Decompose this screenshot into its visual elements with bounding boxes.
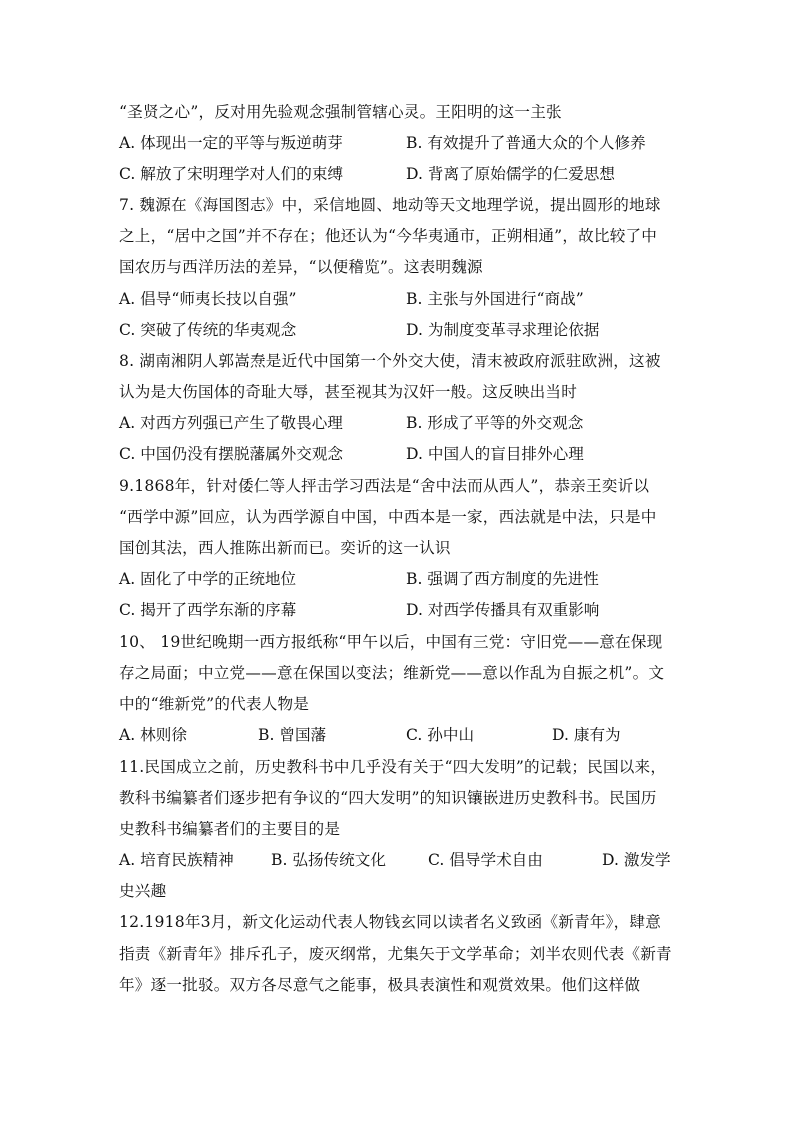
q11-option-a: A. 培育民族精神 [119,851,234,869]
q9-option-d: D. 对西学传播具有双重影响 [406,601,600,619]
q9-option-b: B. 强调了西方制度的先进性 [406,570,599,588]
q11-option-d: D. 激发学 [602,851,671,869]
q10-stem-line-1: 10、 19世纪晚期一西方报纸称“甲午以后，中国有三党：守旧党——意在保现 [119,633,663,651]
q9-stem-line-2: “西学中源”回应，认为西学源自中国，中西本是一家，西法就是中法，只是中 [119,508,657,526]
q7-stem-line-3: 国农历与西洋历法的差异，“以便稽览”。这表明魏源 [119,258,483,276]
q10-stem-line-2: 存之局面；中立党——意在保国以变法；维新党——意以作乱为自振之机”。文 [119,664,665,682]
q7-stem-line-1: 7. 魏源在《海国图志》中，采信地圆、地动等天文地理学说，提出圆形的地球 [119,196,661,214]
q8-stem-line-2: 认为是大伤国体的奇耻大辱，甚至视其为汉奸一般。这反映出当时 [119,383,578,401]
q6-option-b: B. 有效提升了普通大众的个人修养 [406,134,646,152]
q11-stem-line-3: 史教科书编纂者们的主要目的是 [119,820,341,838]
q7-option-b: B. 主张与外国进行“商战” [406,290,584,308]
q10-option-c: C. 孙中山 [406,726,475,744]
q10-option-b: B. 曾国藩 [258,726,327,744]
question-6-stem-line: “圣贤之心”，反对用先验观念强制管辖心灵。王阳明的这一主张 [119,103,562,121]
q12-stem-line-2: 指责《新青年》排斥孔子，废灭纲常，尤集矢于文学革命；刘半农则代表《新青 [119,945,672,963]
q6-option-d: D. 背离了原始儒学的仁爱思想 [406,165,615,183]
q12-stem-line-3: 年》逐一批驳。双方各尽意气之能事，极具表演性和观赏效果。他们这样做 [119,976,641,994]
q7-option-c: C. 突破了传统的华夷观念 [119,321,297,339]
q12-stem-line-1: 12.1918年3月，新文化运动代表人物钱玄同以读者名义致函《新青年》，肆意 [119,913,662,931]
q11-stem-line-1: 11.民国成立之前，历史教科书中几乎没有关于“四大发明”的记载；民国以来， [119,758,667,776]
q11-stem-line-2: 教科书编纂者们逐步把有争议的“四大发明”的知识镶嵌进历史教科书。民国历 [119,789,657,807]
q9-stem-line-1: 9.1868年，针对倭仁等人抨击学习西法是“舍中法而从西人”，恭亲王奕䜣以 [119,477,650,495]
q8-stem-line-1: 8. 湖南湘阴人郭嵩焘是近代中国第一个外交大使，清末被政府派驻欧洲，这被 [119,352,661,370]
q8-option-b: B. 形成了平等的外交观念 [406,414,584,432]
q10-stem-line-3: 中的“维新党”的代表人物是 [119,695,310,713]
q10-option-d: D. 康有为 [552,726,621,744]
q8-option-c: C. 中国仍没有摆脱藩属外交观念 [119,445,344,463]
q6-option-a: A. 体现出一定的平等与叛逆萌芽 [119,134,343,152]
q7-option-d: D. 为制度变革寻求理论依据 [406,321,600,339]
q9-option-c: C. 揭开了西学东渐的序幕 [119,601,297,619]
q7-stem-line-2: 之上，“居中之国”并不存在；他还认为“今华夷通市，正朔相通”，故比较了中 [119,227,658,245]
q8-option-d: D. 中国人的盲目排外心理 [406,445,584,463]
q9-stem-line-3: 国创其法，西人推陈出新而已。奕䜣的这一认识 [119,539,451,557]
q9-option-a: A. 固化了中学的正统地位 [119,570,297,588]
q6-option-c: C. 解放了宋明理学对人们的束缚 [119,165,344,183]
q8-option-a: A. 对西方列强已产生了敬畏心理 [119,414,343,432]
q10-option-a: A. 林则徐 [119,726,187,744]
q11-option-c: C. 倡导学术自由 [428,851,543,869]
q11-option-b: B. 弘扬传统文化 [271,851,386,869]
q11-option-d-wrap: 史兴趣 [119,882,167,900]
q7-option-a: A. 倡导“师夷长技以自强” [119,290,297,308]
